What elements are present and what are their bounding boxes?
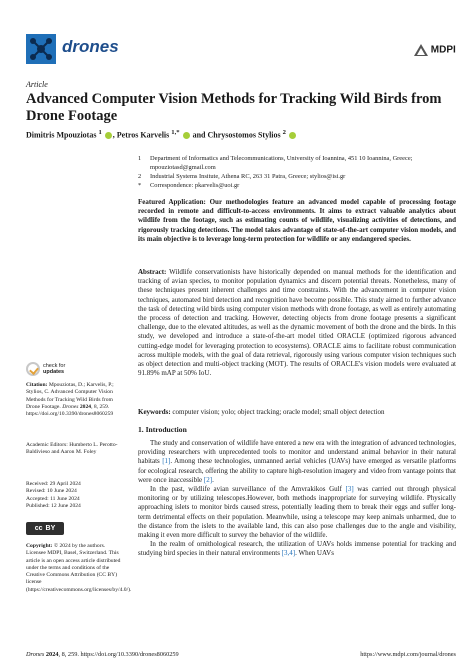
citation-block	[26, 382, 124, 418]
orcid-icon[interactable]	[105, 132, 112, 139]
footer-doi[interactable]: , 8, 259. https://doi.org/10.3390/drones8060259	[58, 651, 179, 658]
footer-citation	[26, 651, 179, 658]
publication-dates	[26, 481, 124, 510]
check-for-updates-button[interactable]	[26, 362, 86, 376]
featured-text: Our methodologies feature an advanced model capable of processing footage recorded in remote and difficult-to-access environments. It aims to extract valuable analytics about wildlife from the footage, such as estimating counts of wildlife, visualizing activities of detections, and rigorously tracking detections. The model takes advantage of state-of-the-art computer vision models, and its main objective is to leverage long-term protection for wildlife or any endangered species.	[138, 198, 456, 243]
date-accepted: Accepted: 11 June 2024	[26, 495, 80, 502]
affiliation-text: Industrial Systems Insitute, Athena RC, 263 31 Patra, Greece; stylios@isi.gr	[150, 173, 346, 180]
check-updates-icon	[26, 362, 40, 376]
section-heading: 1. Introduction	[138, 425, 187, 434]
date-received: Received: 29 April 2024	[26, 481, 81, 487]
citation-text: Mpouziotas, D.; Karvelis, P.; Stylios, C. Advanced Computer Vision Methods for Tracking Wild Birds from Drone Footage.	[26, 382, 114, 410]
paragraph	[138, 439, 456, 485]
featured-label: Featured Application:	[138, 198, 206, 206]
paragraph-text: was carried out through physical monitoring or by utilizing telescopes.However, both methods inappropriate for surveying wildlife. Physically approaching islets to monitor birds caused stress, potentially leading them to break their eggs and suffer long-term detrimental effects on their population. Meanwhile, using a telescope may keep animals unharmed, due to the distance from the islets to the available land, this can also pose challenges due to the angle and visibility, making it even more difficult to survey the behavior of the wildlife.	[138, 485, 456, 540]
citation-label: Citation:	[26, 382, 48, 388]
author-name: Petros Karvelis	[116, 130, 170, 140]
publisher-logo	[414, 44, 456, 56]
affiliation-sup: 2	[138, 173, 142, 180]
paper-title: Advanced Computer Vision Methods for Tracking Wild Birds from Drone Footage	[26, 91, 442, 124]
article-type: Article	[26, 80, 48, 89]
abstract-label: Abstract:	[138, 268, 167, 276]
citation-year: 2024	[79, 403, 92, 410]
author-affil-sup: 1,*	[171, 129, 180, 136]
introduction-body	[138, 439, 456, 559]
copyright-block	[26, 543, 132, 594]
affiliation-text: Correspondence: pkarvelis@uoi.gr	[150, 182, 240, 189]
paragraph-text: .	[212, 475, 214, 484]
cc-symbol: cc	[34, 525, 43, 532]
author-affil-sup: 2	[282, 129, 286, 136]
publisher-name: MDPI	[430, 44, 456, 56]
keywords	[138, 408, 456, 417]
affiliation-sup: 1	[138, 155, 142, 162]
mdpi-mark-icon	[414, 44, 428, 56]
abstract-text: Wildlife conservationists have historically depended on manual methods for the identification and tracking of avian species, to monitor population dynamics and discern potential threats. Nonetheless, many of these techniques present inherent challenges and time constraints. With the advancement in computer vision techniques, automated bird detection and recognition have become possible. This study aimed to further advance the task of detecting wild birds using computer vision methods with drone footage, as well as entirely automating the process of detection and tracking. However, detecting objects from drone footage presents a significant challenge, due to the elevated altitudes, as well as the dynamic movement of both the drone and the birds. In this study, we developed and introduce a state-of-the-art model titled ORACLE (optimized rigorous advanced cutting-edge model for leveraging protection to ecosystems). ORACLE aims to facilitate robust communication across multiple models, with the goal of data retrieval, rigorously using various computer vision techniques such as object detection and multi-object tracking (MOT). The results of ORACLE's vision models were evaluated at 91.89% mAP at 50% IoU.	[138, 268, 456, 378]
author-affil-sup: 1	[98, 129, 102, 136]
paragraph-text: In the realm of ornithological research, the utilization of UAVs holds immense potential for tracking and studying bird species in their natural environments	[138, 540, 456, 558]
paragraph-text: . Among these technologies, unmanned aerial vehicles (UAVs) have emerged as versatile platforms for ecological research, offering the ability to capture high-resolution imagery and video from vantage points that were once inaccessible	[138, 457, 456, 484]
citation-journal: Drones	[62, 403, 79, 410]
date-revised: Revised: 10 June 2024	[26, 488, 77, 495]
abstract	[138, 268, 456, 378]
featured-application	[138, 198, 456, 244]
journal-logo-icon	[26, 34, 56, 64]
affiliation-item	[138, 181, 458, 190]
orcid-icon[interactable]	[183, 132, 190, 139]
citation-rest: , 8, 259. https://doi.org/10.3390/drones8060259	[26, 403, 114, 418]
affiliations	[138, 154, 458, 190]
affiliation-item	[138, 154, 458, 172]
author-list	[26, 129, 456, 140]
affiliation-item	[138, 172, 458, 181]
copyright-text: © 2024 by the authors. Licensee MDPI, Basel, Switzerland. This article is an open access article distributed under the terms and conditions of the Creative Commons Attribution (CC BY) license (https://creativecommons.org/licenses/by/4.0/).	[26, 543, 132, 593]
check-updates-label: check for updates	[43, 362, 66, 375]
journal-name: drones	[62, 37, 119, 56]
footer-url[interactable]: https://www.mdpi.com/journal/drones	[360, 651, 456, 658]
author-name: Chrysostomos Stylios	[207, 130, 281, 140]
editors-label: Academic Editors:	[26, 442, 68, 448]
copyright-label: Copyright:	[26, 543, 53, 549]
citation-link[interactable]: [2]	[203, 475, 213, 484]
orcid-icon[interactable]	[289, 132, 296, 139]
paragraph-text: The study and conservation of wildlife have entered a new era with the integration of advanced technologies, providing researchers with unprecedented tools to monitor and understand animal behavior in their natural habitats	[138, 439, 456, 466]
affiliation-sup: *	[138, 182, 142, 189]
citation-link[interactable]: [3,4]	[281, 549, 296, 558]
cc-by-label: BY	[45, 525, 56, 532]
date-published: Published: 12 June 2024	[26, 502, 81, 509]
paragraph-text: . When UAVs	[295, 549, 334, 558]
cc-license-icon[interactable]	[26, 522, 64, 535]
author-separator: ,	[112, 130, 117, 140]
footer-journal: Drones	[26, 651, 45, 658]
paragraph	[138, 540, 456, 558]
keywords-text: computer vision; yolo; object tracking; oracle model; small object detection	[170, 408, 385, 416]
citation-link[interactable]: [3]	[345, 485, 354, 494]
footer-year: 2024	[45, 651, 59, 658]
academic-editors	[26, 442, 124, 457]
paragraph	[138, 485, 456, 540]
keywords-label: Keywords:	[138, 408, 171, 416]
author-separator: and	[190, 130, 208, 140]
paragraph-text: In the past, wildlife avian surveillance of the Amvrakikos Gulf	[150, 485, 346, 494]
editors-text: Humberto L. Perotto-Baldivieso and Aaron M. Foley	[26, 442, 118, 456]
citation-link[interactable]: [1]	[162, 457, 171, 466]
author-name: Dimitris Mpouziotas	[26, 130, 97, 140]
affiliation-text: Department of Informatics and Telecommunications, University of Ioannina, 451 10 Ioannina, Greece; mpouziotasd@gmail.com	[150, 155, 413, 171]
